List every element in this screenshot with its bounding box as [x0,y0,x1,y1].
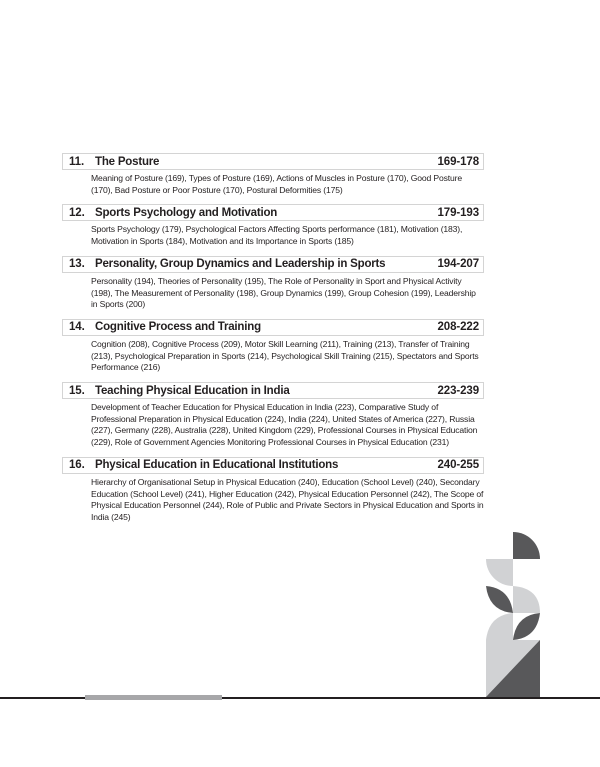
chapter-title: Cognitive Process and Training [95,321,261,334]
chapter-title: The Posture [95,155,160,168]
toc-entry-16 [62,457,484,524]
quarter-circle-shape [513,532,540,559]
chapter-topics: Meaning of Posture (169), Types of Posture (169), Actions of Muscles in Posture (170), Good Posture (170), Bad Posture or Poor Posture (170), Postural Deformities (175) [91,173,462,195]
chapter-topics: Development of Teacher Education for Physical Education in India (223), Comparative Study of Professional Preparation in Physical Education (224), India (224), United States of America (227), Russia (227), Germany (228), Australia (228), United Kingdom (229), Professional Courses in Physical Education (229), Role of Government Agencies Monitoring Professional Courses in Physical Education (231) [91,402,478,448]
chapter-title: Physical Education in Educational Institutions [95,459,339,472]
decorative-geometric-graphic [484,530,542,698]
chapter-header[interactable] [62,457,484,474]
chapter-number: 14. [69,321,85,334]
chapter-header[interactable] [62,382,484,399]
toc-entry-14 [62,319,484,374]
chapter-page-range: 169-178 [437,155,479,168]
chapter-title: Personality, Group Dynamics and Leadership in Sports [95,258,386,271]
chapter-number: 12. [69,206,85,219]
quarter-circle-shape [486,559,513,586]
chapter-topics: Hierarchy of Organisational Setup in Physical Education (240), Education (School Level) (240), Secondary Education (School Level) (241), Higher Education (242), Physical Education Personnel (242), The Scope of Physical Education Personnel (244), Role of Public and Private Sectors in Physical Education and Sports in India (245) [91,476,484,522]
leaf-shape [513,613,540,640]
toc-entry-11 [62,153,484,196]
table-of-contents [62,153,484,532]
chapter-page-range: 179-193 [437,206,479,219]
chapter-title: Sports Psychology and Motivation [95,206,278,219]
chapter-topics: Personality (194), Theories of Personality (195), The Role of Personality in Sport and Physical Activity (198), The Measurement of Personality (198), Group Dynamics (199), Group Cohesion (199), Leadership in Sports (200) [91,275,476,310]
leaf-shape [486,586,513,613]
chapter-page-range: 194-207 [437,258,479,271]
toc-entry-13 [62,256,484,311]
chapter-title: Teaching Physical Education in India [95,384,290,397]
leaf-shape [513,586,540,613]
chapter-header[interactable] [62,256,484,273]
chapter-number: 16. [69,459,85,472]
leaf-shape [486,613,513,640]
chapter-page-range: 240-255 [437,459,479,472]
chapter-header[interactable] [62,204,484,221]
chapter-page-range: 208-222 [437,321,479,334]
chapter-header[interactable] [62,319,484,336]
toc-entry-15 [62,382,484,449]
chapter-header[interactable] [62,153,484,170]
bottom-accent-bar [85,695,222,700]
chapter-topics: Cognition (208), Cognitive Process (209), Motor Skill Learning (211), Training (213), Transfer of Training (213), Psychological Preparation in Sports (214), Psychological Skill Training (215), Spectators and Sports Performance (216) [91,338,479,373]
chapter-number: 11. [69,155,85,168]
chapter-number: 13. [69,258,85,271]
chapter-page-range: 223-239 [437,384,479,397]
toc-entry-12 [62,204,484,247]
chapter-topics: Sports Psychology (179), Psychological Factors Affecting Sports performance (181), Motivation (183), Motivation in Sports (184), Motivation and its Importance in Sports (185) [91,224,463,247]
chapter-number: 15. [69,384,85,397]
